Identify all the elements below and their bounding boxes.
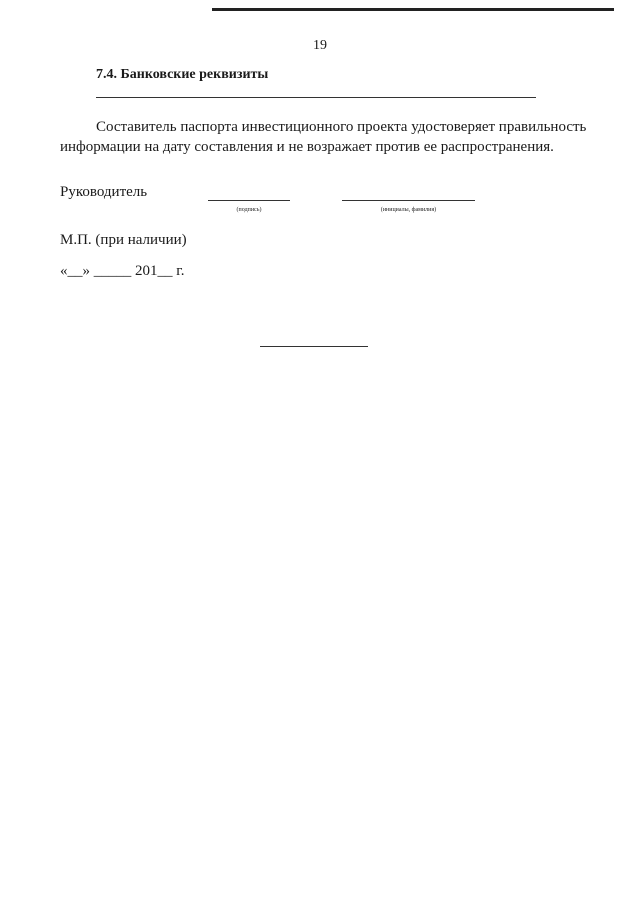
date-template: «__» _____ 201__ г. (60, 263, 185, 279)
name-line (342, 200, 475, 201)
page-number: 19 (313, 38, 327, 53)
heading-underline (96, 97, 536, 98)
signature-caption: (подпись) (236, 207, 262, 213)
signer-role: Руководитель (60, 184, 148, 200)
top-rule (212, 8, 614, 11)
certification-statement (60, 117, 590, 157)
end-rule (260, 346, 368, 347)
signature-line (208, 200, 290, 201)
section-heading: 7.4. Банковские реквизиты (96, 67, 269, 82)
name-caption: (инициалы, фамилия) (380, 207, 437, 213)
stamp-note: М.П. (при наличии) (60, 232, 187, 248)
certification-text: Составитель паспорта инвестиционного проекта удостоверяет правильность информации на дату составления и не возражает против ее распространения. (60, 119, 587, 155)
